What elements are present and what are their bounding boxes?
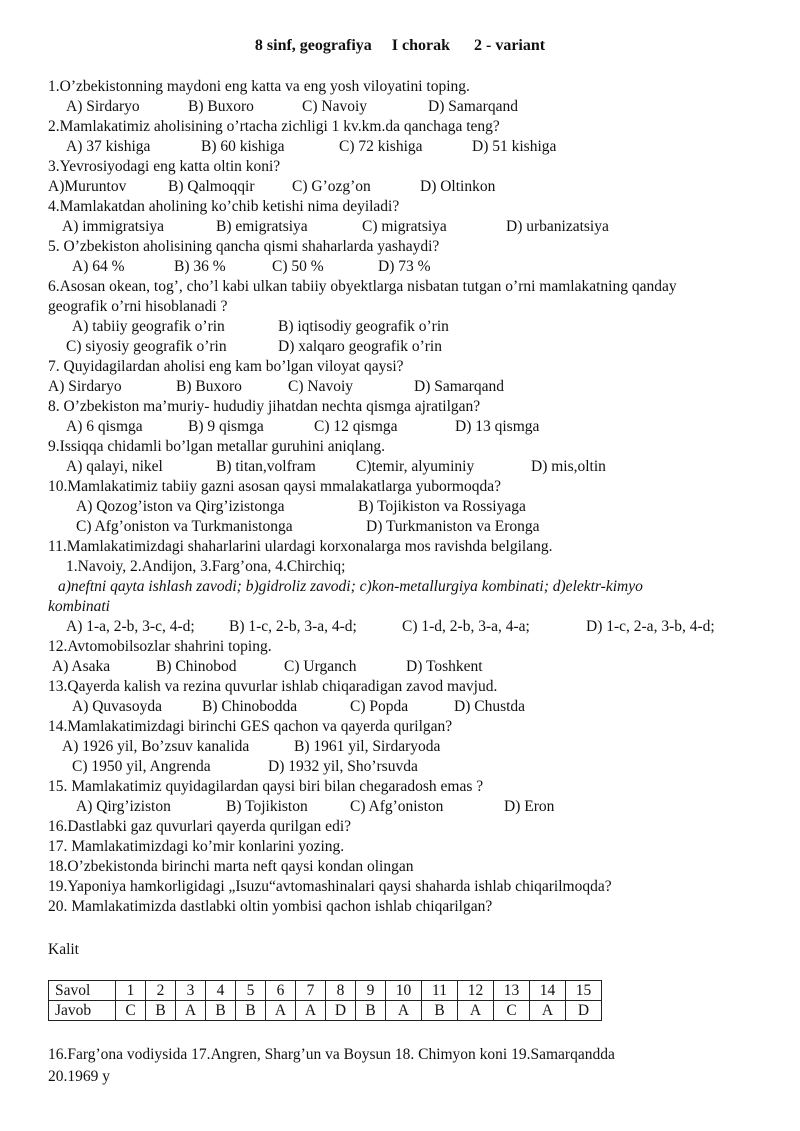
option-b: B) 36 % [174,258,226,275]
question-text: 18.O’zbekistonda birinchi marta neft qaysi kondan olingan [48,858,414,875]
option-d: D) urbanizatsiya [506,218,609,235]
answer-key-table [48,980,602,1021]
option-a: A) immigratsiya [62,218,165,235]
option-d: D) Eron [504,798,555,815]
option-d: D) Samarqand [414,378,504,395]
question-text: 19.Yaponiya hamkorligidagi „Isuzu“avtomashinalari qaysi shaharda ishlab chiqarilmoqda? [48,878,612,895]
row-label: Javob [49,1001,116,1021]
key-cell: B [422,1001,458,1021]
question-text: 14.Mamlakatimizdagi birinchi GES qachon va qayerda qurilgan? [48,718,453,735]
key-cell: 8 [326,981,356,1001]
question-text: 6.Asosan okean, tog’, cho’l kabi ulkan tabiiy obyektlarga nisbatan tutgan o’rni mamlakatning qanday [48,278,677,295]
key-cell: A [530,1001,566,1021]
key-cell: C [494,1001,530,1021]
option-d: D) Turkmaniston va Eronga [366,518,540,535]
row-label: Savol [49,981,116,1001]
key-cell: 10 [386,981,422,1001]
option-d: D) Samarqand [428,98,518,115]
option-c: C) 50 % [272,258,324,275]
answer-row [49,1001,602,1021]
option-c: C) 12 qismga [314,418,398,435]
option-c: C) Navoiy [288,378,354,395]
key-cell: 14 [530,981,566,1001]
key-cell: B [356,1001,386,1021]
option-c: C) 1950 yil, Angrenda [72,758,211,775]
question-text: 11.Mamlakatimizdagi shaharlarini ulardagi korxonalarga mos ravishda belgilang. [48,538,553,555]
question-number-row [49,981,602,1001]
option-a: A) Sirdaryo [48,378,122,395]
key-cell: 6 [266,981,296,1001]
option-c: C) Afg’oniston [350,798,444,815]
option-b: B) Tojikiston [226,798,308,815]
question-text: 13.Qayerda kalish va rezina quvurlar ishlab chiqaradigan zavod mavjud. [48,678,498,695]
key-cell: A [176,1001,206,1021]
key-cell: A [458,1001,494,1021]
option-a: A) Asaka [52,658,111,675]
option-a: A) qalayi, nikel [66,458,163,475]
key-cell: D [566,1001,602,1021]
key-cell: B [146,1001,176,1021]
option-b: B) Buxoro [176,378,242,395]
option-a: A) 6 qismga [66,418,143,435]
key-cell: D [326,1001,356,1021]
option-d: D) Toshkent [406,658,483,675]
key-cell: B [236,1001,266,1021]
option-d: D) 1-c, 2-a, 3-b, 4-d; [586,618,715,635]
option-d: D) 51 kishiga [472,138,557,155]
question-text: 9.Issiqqa chidamli bo’lgan metallar guruhini aniqlang. [48,438,386,455]
option-a: A) Qirg’iziston [76,798,171,815]
option-b: B) Chinobodda [202,698,298,715]
question-text: 10.Mamlakatimiz tabiiy gazni asosan qaysi mmalakatlarga yubormoqda? [48,478,501,495]
question-text: 1.O’zbekistonning maydoni eng katta va eng yosh viloyatini toping. [48,78,470,95]
question-text: 15. Mamlakatimiz quyidagilardan qaysi biri bilan chegaradosh emas ? [48,778,484,795]
option-d: D) 73 % [378,258,431,275]
question-text: 7. Quyidagilardan aholisi eng kam bo’lgan viloyat qaysi? [48,358,404,375]
option-a: A)Muruntov [48,178,127,195]
option-b: B) 1-c, 2-b, 3-a, 4-d; [229,618,357,635]
question-text: 12.Avtomobilsozlar shahrini toping. [48,638,272,655]
option-a: A) Sirdaryo [66,98,140,115]
question-text: 20. Mamlakatimizda dastlabki oltin yombisi qachon ishlab chiqarilgan? [48,898,493,915]
key-cell: 3 [176,981,206,1001]
option-c: C) Navoiy [302,98,368,115]
option-d: D) mis,oltin [531,458,606,475]
option-c: C) siyosiy geografik o’rin [66,338,227,355]
option-a: A) 64 % [72,258,125,275]
option-b: B) Chinobod [156,658,237,675]
option-a: A) Quvasoyda [72,698,162,715]
question-text: 2.Mamlakatimiz aholisining o’rtacha zichligi 1 kv.km.da qanchaga teng? [48,118,500,135]
key-cell: 9 [356,981,386,1001]
option-a: A) 1926 yil, Bo’zsuv kanalida [62,738,250,755]
option-b: B) Tojikiston va Rossiyaga [358,498,526,515]
option-a: A) 37 kishiga [66,138,151,155]
question-text: 4.Mamlakatdan aholining ko’chib ketishi nima deyiladi? [48,198,400,215]
option-b: B) 60 kishiga [201,138,285,155]
option-c: C) Afg’oniston va Turkmanistonga [76,518,293,535]
option-c: C)temir, alyuminiy [356,458,475,475]
enterprise-list-continued: kombinati [48,598,110,615]
option-d: D) 13 qismga [455,418,540,435]
question-text: 5. O’zbekiston aholisining qancha qismi shaharlarda yashaydi? [48,238,440,255]
key-cell: 5 [236,981,266,1001]
key-cell: A [296,1001,326,1021]
option-a: A) tabiiy geografik o’rin [72,318,225,335]
answer-key-heading: Kalit [48,941,79,958]
option-c: C) 1-d, 2-b, 3-a, 4-a; [402,618,530,635]
option-c: C) migratsiya [362,218,447,235]
option-d: D) Chustda [454,698,526,715]
enterprise-list: a)neftni qayta ishlash zavodi; b)gidroliz zavodi; c)kon-metallurgiya kombinati; d)elektr-kimyo [58,578,643,595]
question-text: 17. Mamlakatimizdagi ko’mir konlarini yozing. [48,838,345,855]
key-cell: 2 [146,981,176,1001]
option-b: B) 1961 yil, Sirdaryoda [294,738,441,755]
city-list: 1.Navoiy, 2.Andijon, 3.Farg’ona, 4.Chirchiq; [66,558,346,575]
key-cell: A [266,1001,296,1021]
option-a: A) Qozog’iston va Qirg’izistonga [76,498,285,515]
option-d: D) 1932 yil, Sho’rsuvda [268,758,418,775]
option-b: B) emigratsiya [216,218,308,235]
option-b: B) iqtisodiy geografik o’rin [278,318,449,335]
key-cell: 4 [206,981,236,1001]
option-a: A) 1-a, 2-b, 3-c, 4-d; [66,618,195,635]
question-text: 3.Yevrosiyodagi eng katta oltin koni? [48,158,281,175]
open-answers: 16.Farg’ona vodiysida 17.Angren, Sharg’un va Boysun 18. Chimyon koni 19.Samarqandda [48,1046,615,1063]
key-cell: B [206,1001,236,1021]
key-cell: A [386,1001,422,1021]
question-text: 16.Dastlabki gaz quvurlari qayerda qurilgan edi? [48,818,351,835]
option-b: B) titan,volfram [216,458,316,475]
key-cell: 15 [566,981,602,1001]
key-cell: 13 [494,981,530,1001]
key-cell: 12 [458,981,494,1001]
option-d: D) xalqaro geografik o’rin [278,338,442,355]
question-text-continued: geografik o’rni hisoblanadi ? [48,298,228,315]
option-c: C) Urganch [284,658,357,675]
option-b: B) 9 qismga [188,418,264,435]
key-cell: 11 [422,981,458,1001]
page-title: 8 sinf, geografiya I chorak 2 - variant [254,37,546,54]
key-cell: 1 [116,981,146,1001]
key-cell: C [116,1001,146,1021]
open-answers-continued: 20.1969 y [48,1068,110,1085]
question-text: 8. O’zbekiston ma’muriy- hududiy jihatdan nechta qismga ajratilgan? [48,398,481,415]
option-c: C) 72 kishiga [339,138,423,155]
option-b: B) Qalmoqqir [168,178,255,195]
option-c: C) G’ozg’on [292,178,371,195]
option-c: C) Popda [350,698,409,715]
option-d: D) Oltinkon [420,178,496,195]
option-b: B) Buxoro [188,98,254,115]
key-cell: 7 [296,981,326,1001]
